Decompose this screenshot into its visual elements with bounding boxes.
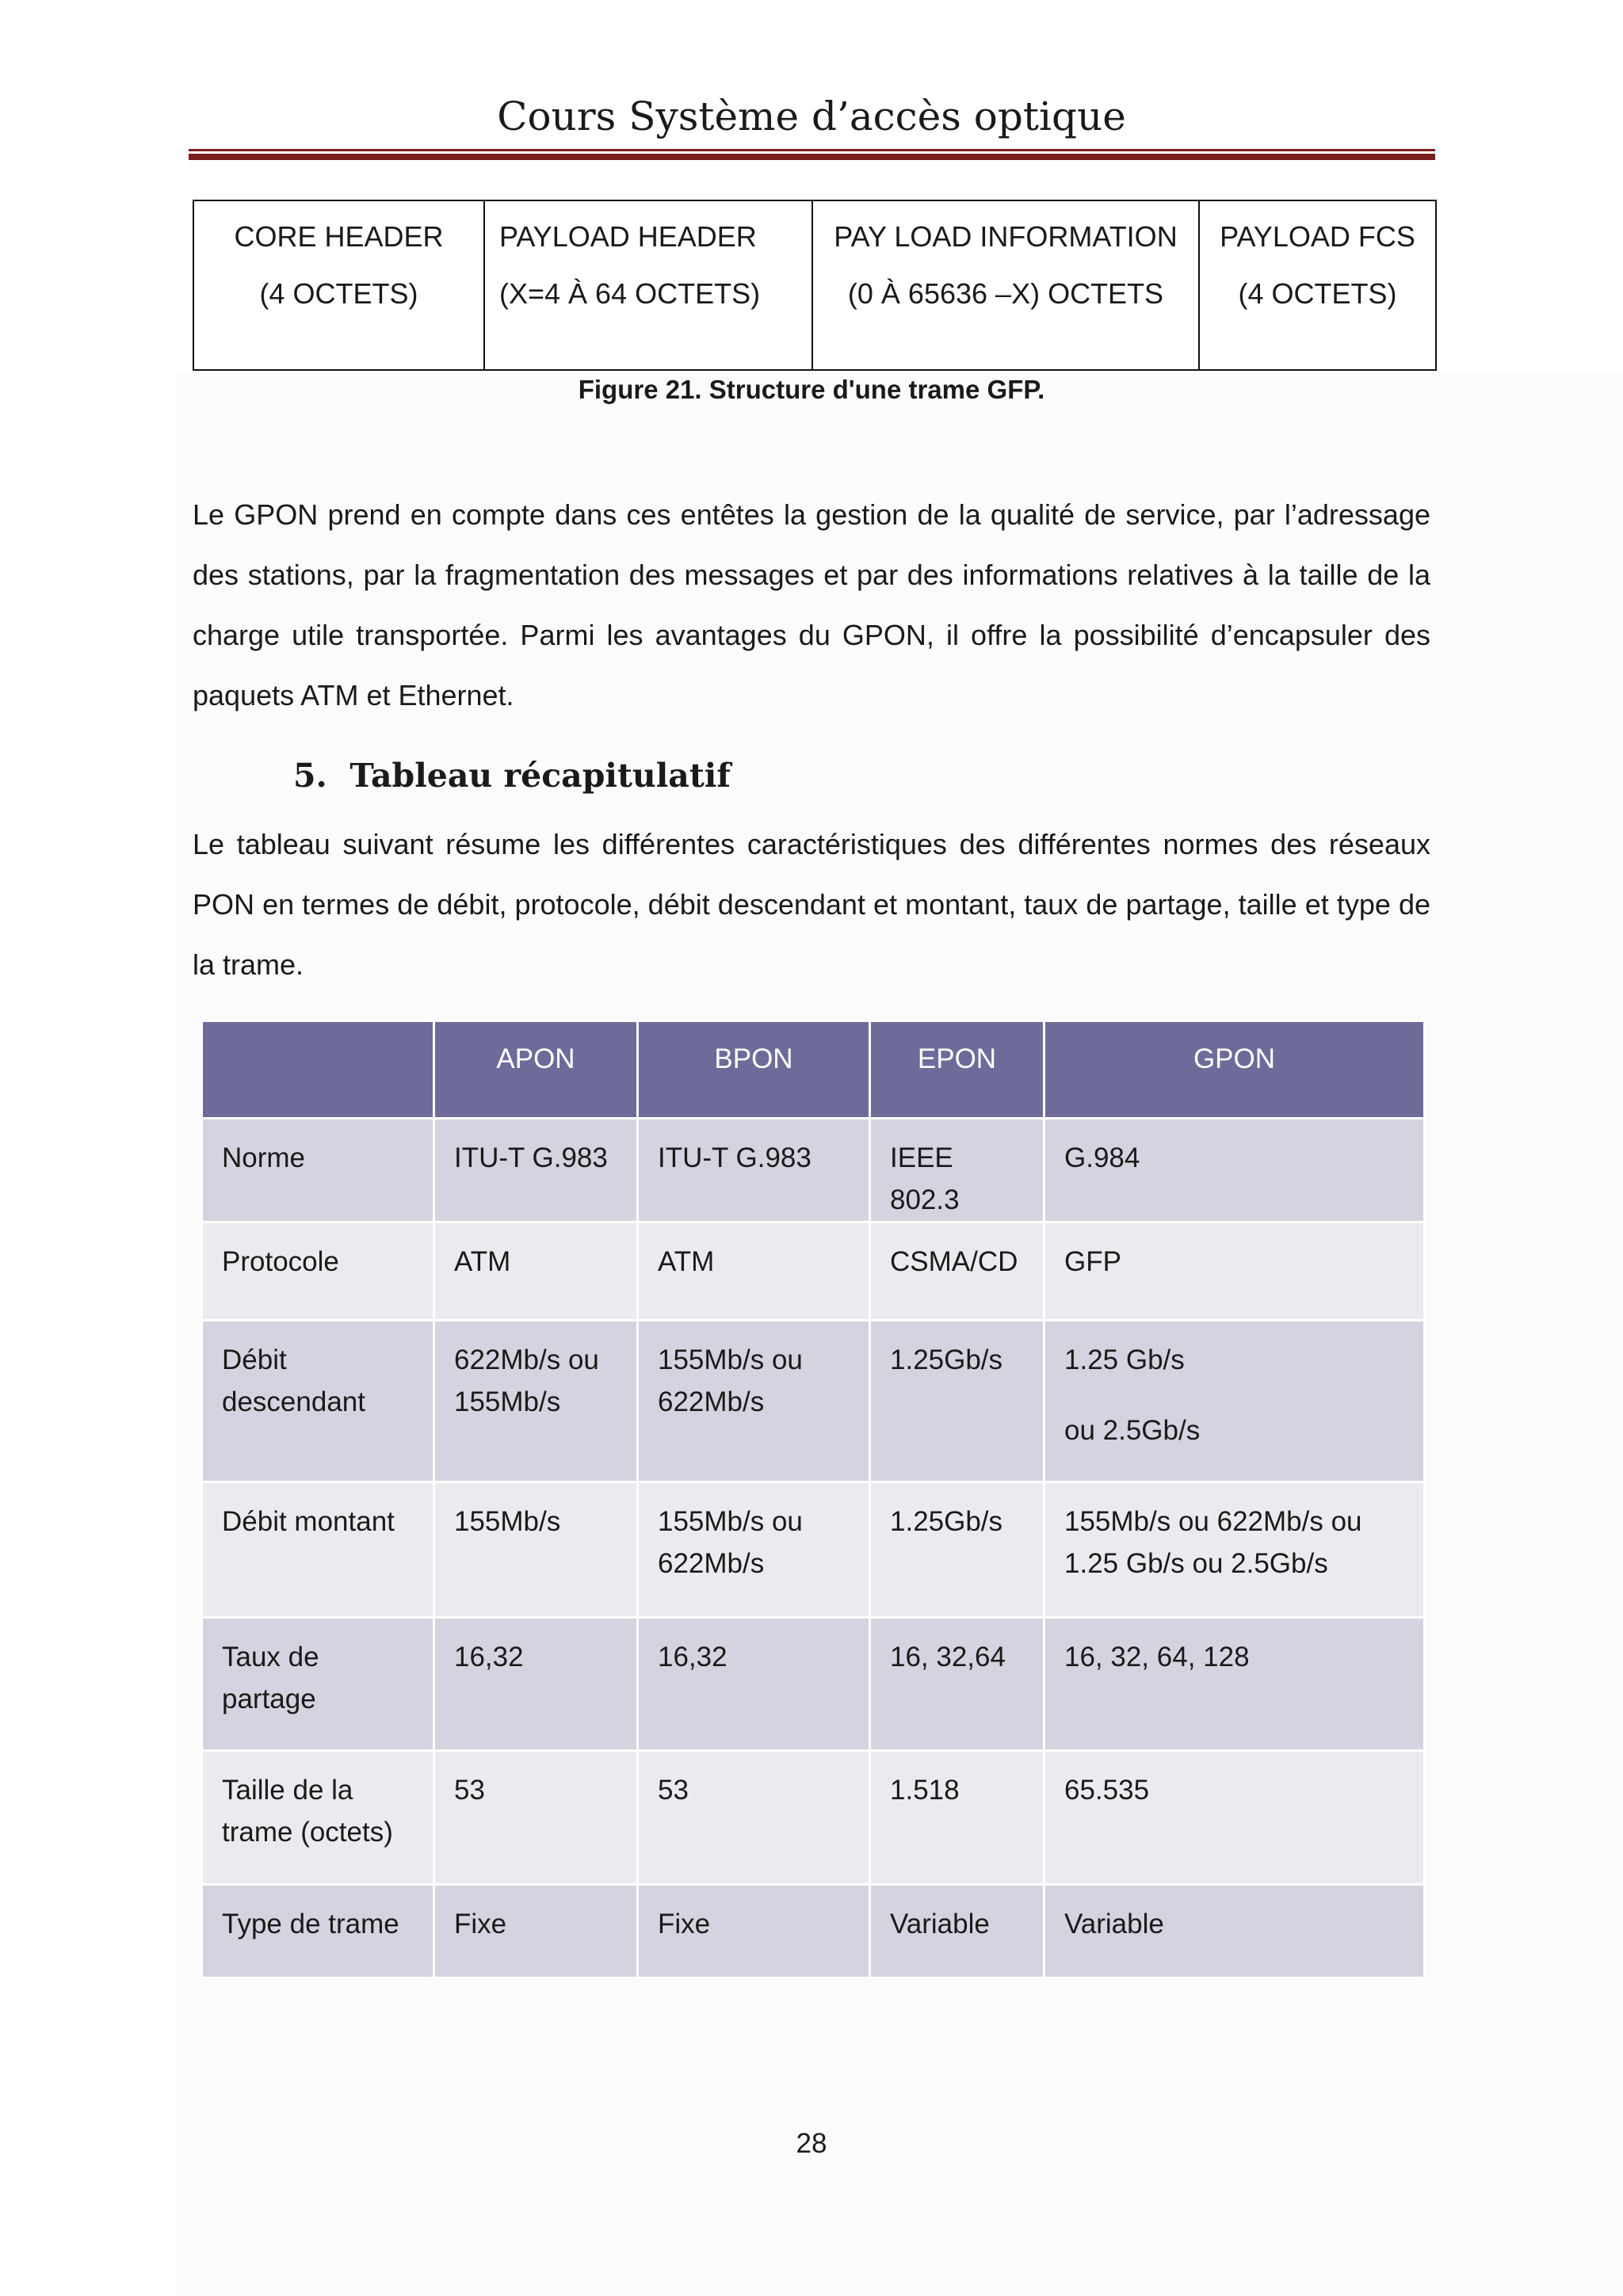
table-header-row — [202, 1021, 1425, 1119]
row-label: Protocole — [202, 1222, 434, 1321]
gfp-cell-line1: PAYLOAD HEADER — [499, 220, 757, 253]
header-rule-thick — [189, 154, 1435, 160]
gfp-frame-structure-table — [193, 200, 1437, 371]
gfp-cell-line2: (4 OCTETS) — [1238, 277, 1397, 310]
apon-cell — [434, 1321, 638, 1482]
row-label: Débit montant — [202, 1482, 434, 1618]
bpon-cell: ATM — [638, 1222, 870, 1321]
gfp-core-header-cell — [193, 200, 484, 370]
cell-line1: 1.25 Gb/s — [1064, 1344, 1185, 1375]
header-rule-thin — [189, 149, 1435, 151]
table-row — [202, 1222, 1425, 1321]
cell-line2: 155Mb/s — [454, 1386, 561, 1417]
body-paragraph-gpon: Le GPON prend en compte dans ces entêtes la gestion de la qualité de service, par l’adressage des stations, par la fragmentation des messages et par des informations relatives à la taille de la charge utile transportée. Parmi les avantages du GPON, il offre la possibilité d’encapsuler des paquets ATM et Ethernet. — [193, 498, 1430, 711]
table-row — [202, 1751, 1425, 1885]
section-number: 5. — [293, 757, 327, 795]
gfp-cell-line2: (0 À 65636 –X) OCTETS — [847, 277, 1164, 310]
apon-cell: 16,32 — [434, 1618, 638, 1751]
figure-caption: Figure 21. Structure d'une trame GFP. — [578, 375, 1045, 404]
row-label-line1: Taux de — [222, 1642, 319, 1672]
table-row — [202, 1885, 1425, 1978]
gpon-cell — [1044, 1482, 1425, 1618]
cell-line1: 622Mb/s ou — [454, 1344, 599, 1375]
apon-cell: ATM — [434, 1222, 638, 1321]
gpon-cell: G.984 — [1044, 1119, 1425, 1222]
row-label — [202, 1618, 434, 1751]
gpon-cell — [1044, 1321, 1425, 1482]
row-label-line2: partage — [222, 1684, 316, 1714]
gfp-payload-information-cell — [812, 200, 1199, 370]
bpon-cell — [638, 1321, 870, 1482]
gpon-cell: 65.535 — [1044, 1751, 1425, 1885]
page-header-title: Cours Système d’accès optique — [497, 93, 1126, 139]
epon-cell: Variable — [870, 1885, 1044, 1978]
epon-cell: 1.25Gb/s — [870, 1321, 1044, 1482]
epon-cell: 16, 32,64 — [870, 1618, 1044, 1751]
gpon-cell: Variable — [1044, 1885, 1425, 1978]
gpon-cell: GFP — [1044, 1222, 1425, 1321]
cell-line1: 155Mb/s ou — [658, 1506, 803, 1537]
row-label — [202, 1321, 434, 1482]
row-label-line2: trame (octets) — [222, 1817, 393, 1848]
bpon-cell: Fixe — [638, 1885, 870, 1978]
apon-cell: ITU-T G.983 — [434, 1119, 638, 1222]
row-label-line1: Débit — [222, 1344, 287, 1375]
epon-cell: 1.518 — [870, 1751, 1044, 1885]
table-row — [202, 1119, 1425, 1222]
body-paragraph-summary: Le tableau suivant résume les différentes caractéristiques des différentes normes des réseaux PON en termes de débit, protocole, débit descendant et montant, taux de partage, taille et type de la trame. — [193, 828, 1430, 981]
row-label: Norme — [202, 1119, 434, 1222]
apon-cell: 53 — [434, 1751, 638, 1885]
header-cell-empty — [202, 1021, 434, 1119]
gfp-payload-header-cell — [484, 200, 812, 370]
header-cell-apon: APON — [434, 1021, 638, 1119]
gfp-cell-line1: CORE HEADER — [234, 220, 444, 253]
section-title: Tableau récapitulatif — [349, 757, 731, 795]
row-label-line2: descendant — [222, 1386, 365, 1417]
pon-comparison-table — [200, 1020, 1426, 1979]
bpon-cell: 53 — [638, 1751, 870, 1885]
bpon-cell: 16,32 — [638, 1618, 870, 1751]
gfp-frame-row — [193, 200, 1436, 370]
apon-cell: Fixe — [434, 1885, 638, 1978]
cell-line1: 155Mb/s ou — [658, 1344, 803, 1375]
row-label: Type de trame — [202, 1885, 434, 1978]
apon-cell: 155Mb/s — [434, 1482, 638, 1618]
cell-line2: 622Mb/s — [658, 1386, 765, 1417]
cell-line2: ou 2.5Gb/s — [1064, 1415, 1201, 1446]
gfp-payload-fcs-cell — [1199, 200, 1436, 370]
cell-line2: 1.25 Gb/s ou 2.5Gb/s — [1064, 1548, 1328, 1579]
epon-cell: 1.25Gb/s — [870, 1482, 1044, 1618]
cell-line2: 622Mb/s — [658, 1548, 765, 1579]
epon-cell: CSMA/CD — [870, 1222, 1044, 1321]
table-row — [202, 1482, 1425, 1618]
epon-cell: IEEE 802.3 — [870, 1119, 1044, 1222]
gfp-cell-line1: PAY LOAD INFORMATION — [834, 220, 1178, 253]
row-label — [202, 1751, 434, 1885]
header-cell-gpon: GPON — [1044, 1021, 1425, 1119]
gfp-cell-line1: PAYLOAD FCS — [1220, 220, 1415, 253]
cell-line1: 155Mb/s ou 622Mb/s ou — [1064, 1506, 1362, 1537]
row-label-line1: Taille de la — [222, 1775, 353, 1806]
gpon-cell: 16, 32, 64, 128 — [1044, 1618, 1425, 1751]
header-cell-epon: EPON — [870, 1021, 1044, 1119]
gfp-cell-line2: (4 OCTETS) — [259, 277, 418, 310]
section-heading — [293, 757, 731, 795]
bpon-cell: ITU-T G.983 — [638, 1119, 870, 1222]
table-row — [202, 1321, 1425, 1482]
header-cell-bpon: BPON — [638, 1021, 870, 1119]
gfp-cell-line2: (X=4 À 64 OCTETS) — [499, 277, 761, 310]
page-number: 28 — [796, 2128, 827, 2159]
table-row — [202, 1618, 1425, 1751]
bpon-cell — [638, 1482, 870, 1618]
